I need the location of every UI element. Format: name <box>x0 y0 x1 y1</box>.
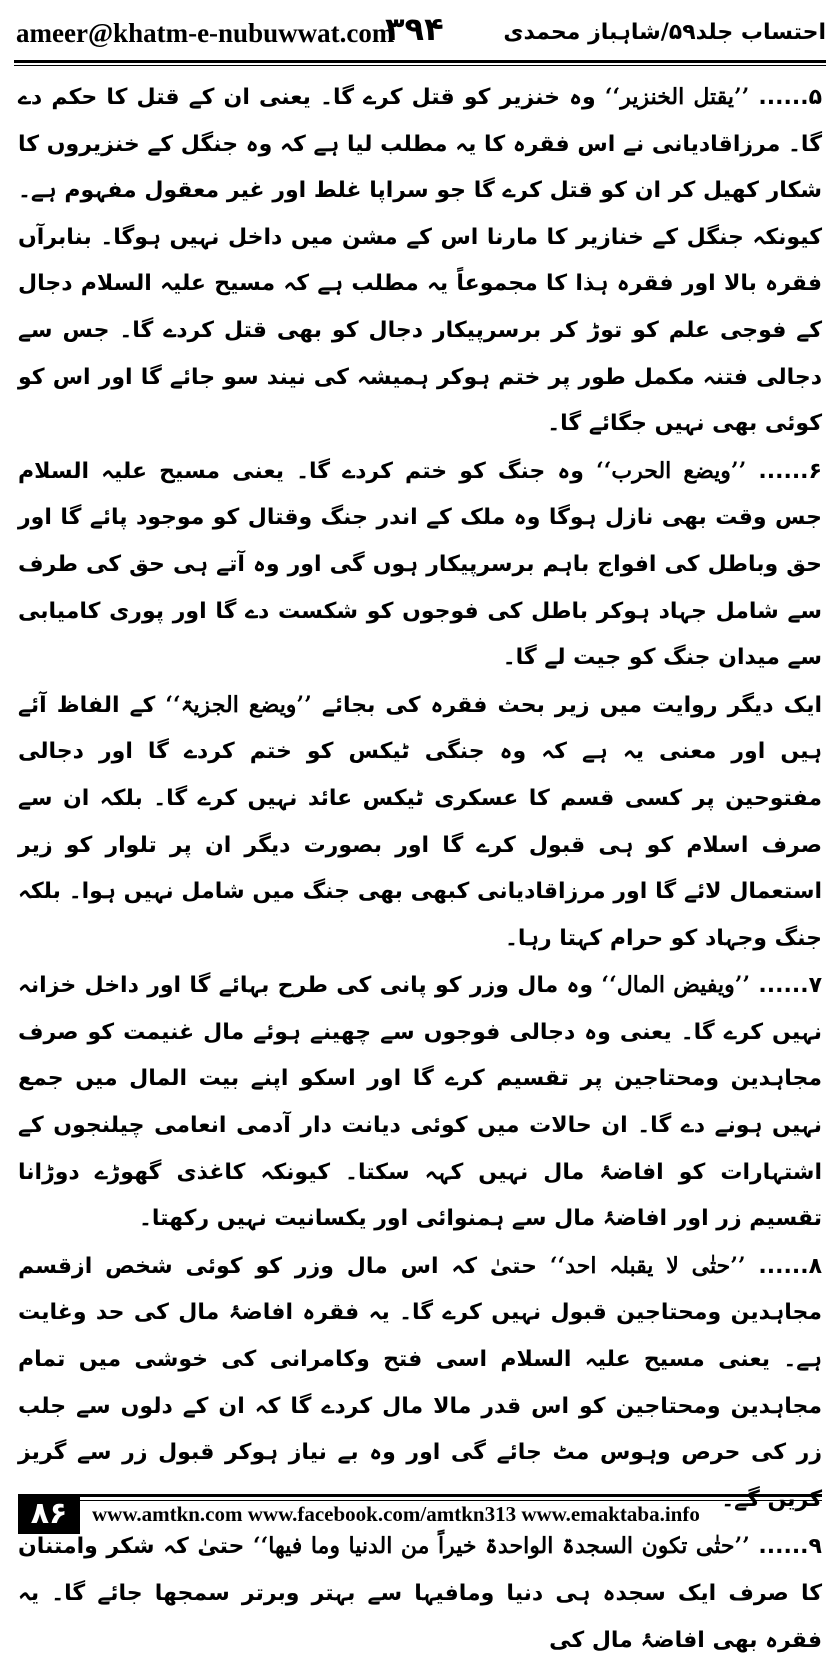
footer-rule-thick <box>80 1494 822 1497</box>
paragraph-number: ۸...... <box>758 1253 822 1279</box>
paragraph-text: حتیٰ کہ اس مال وزر کو کوئی شخص ازقسم مجاہدین ومحتاجین قبول نہیں کرے گا۔ یہ فقرہ افاضۂ مال کی حد وغایت ہے۔ یعنی مسیح علیہ السلام اسی فتح وکامرانی کی خوشی میں تمام مجاہدین ومحتاجین کو اس قدر مالا مال کردے گا کہ ان کے دلوں سے جلب زر کی حرص وہوس مٹ جائے گی اور وہ بے نیاز ہوکر قبول زر سے گریز <box>18 1253 822 1466</box>
paragraph-number: ۶...... <box>758 458 822 484</box>
page-footer <box>0 1486 840 1540</box>
paragraph-number: ۷...... <box>758 973 822 999</box>
footer-page-number: ۸۶ <box>18 1494 80 1534</box>
hadith-phrase: ’’یقتل الخنزیر‘‘ <box>604 84 750 110</box>
paragraph-5 <box>18 74 822 448</box>
paragraph-7 <box>18 962 822 1243</box>
hadith-phrase: ’’حتٰی لا یقبلہ احد‘‘ <box>549 1252 746 1279</box>
paragraph-text: حتیٰ کہ شکر وامتنان کا صرف ایک سجدہ ہی دنیا ومافیہا سے بہتر وبرتر سمجھا جائے گا۔ یہ فقرہ بھی افاضۂ مال کی <box>18 1534 822 1653</box>
page-header <box>0 0 840 66</box>
paragraph-text: وہ خنزیر کو قتل کرے گا۔ یعنی ان کے قتل کا حکم دے گا۔ مرزاقادیانی نے اس فقرہ کا یہ مطلب لیا ہے کہ وہ جنگل کے خنزیروں کا شکار کھیل کر ان کو قتل کرے گا جو سراپا غلط اور غیر معقول مفہوم ہے۔ کیونکہ جنگل کے خنازیر کا مارنا اس کے مشن میں داخل نہیں ہوگا۔ بنابرآں فقرہ بالا اور فقرہ ہذا کا مجموعاً یہ مطلب ہے کہ مسیح علیہ السلام دجال کے فوجی علم کو توڑ کر برسرپیکار دجال کو بھی قتل کردے گا۔ جس سے دجالی فتنہ مکمل طور پر ختم ہوکر ہمیشہ کی نیند سو جائے گا اور اس کو کوئی بھی نہیں جگائے گا۔ <box>18 85 822 437</box>
hadith-phrase: ’’حتٰی تکون السجدۃ الواحدۃ خیراً من الدنیا وما فیھا‘‘ <box>252 1533 750 1560</box>
paragraph-8 <box>18 1243 822 1524</box>
header-page-number: ۳۹۴ <box>385 10 444 48</box>
footer-rule-thin <box>80 1500 822 1501</box>
hadith-phrase: ’’ویضع الحرب‘‘ <box>596 457 747 484</box>
paragraph-6 <box>18 448 822 682</box>
paragraph-number: ۹...... <box>758 1534 822 1560</box>
paragraph-text: وہ مال وزر کو پانی کی طرح بہائے گا اور داخل خزانہ نہیں کرے گا۔ یعنی وہ دجالی فوجوں سے چھینے ہوئے مال غنیمت کو صرف مجاہدین ومحتاجین پر تقسیم کرے گا اور اسکو اپنے بیت المال میں جمع نہیں ہونے دے گا۔ ان حالات میں کوئی دیانت دار آدمی انعامی چیلنجوں کے اشتہارات کو افاضۂ مال نہیں کہہ سکتا۔ کیونکہ کاغذی گھوڑے دوڑانا تقسیم زر اور افاضۂ مال سے ہمنوائی اور یکسانیت نہیں رکھتا۔ <box>18 973 822 1232</box>
header-rule-thin <box>14 65 826 66</box>
paragraph-9 <box>18 1523 822 1664</box>
paragraph-text: وہ جنگ کو ختم کردے گا۔ یعنی مسیح علیہ السلام جس وقت بھی نازل ہوگا وہ ملک کے اندر جنگ وقتال کو موجود پائے گا اور حق وباطل کی افواج باہم برسرپیکار ہوں گی اور وہ آتے ہی حق کی طرف سے شامل جہاد ہوکر باطل کی فوجوں کو شکست دے گا اور پوری کامیابی سے میدان جنگ کو جیت لے گا۔ <box>18 458 822 671</box>
hadith-phrase: ’’ویفیض المال‘‘ <box>601 972 751 999</box>
header-email[interactable]: ameer@khatm-e-nubuwwat.com <box>16 18 395 48</box>
header-book-title: احتساب جلد۵۹/شاہباز محمدی <box>503 20 826 45</box>
paragraph-number: ۵...... <box>758 85 822 110</box>
paragraph-text: کے الفاظ آئے ہیں اور معنی یہ ہے کہ وہ جنگی ٹیکس کو ختم کردے گا اور دجالی مفتوحین پر کسی قسم کا عسکری ٹیکس عائد نہیں کرے گا۔ بلکہ ان سے صرف اسلام کو ہی قبول کرے گا اور بصورت دیگر ان پر تلوار کو زیر استعمال لائے گا اور مرزاقادیانی کبھی بھی جنگ میں شامل نہیں ہوا۔ بلکہ جنگ وجہاد کو حرام کہتا رہا۔ <box>18 692 822 951</box>
paragraph-jizya <box>18 682 822 963</box>
footer-links[interactable]: www.amtkn.com www.facebook.com/amtkn313 www.emaktaba.info <box>92 1502 700 1526</box>
hadith-phrase: ’’ویضع الجزیۃ‘‘ <box>165 691 312 718</box>
paragraph-text-before: ایک دیگر روایت میں زیر بحث فقرہ کی بجائے <box>311 692 822 718</box>
header-rule-thick <box>14 60 826 63</box>
